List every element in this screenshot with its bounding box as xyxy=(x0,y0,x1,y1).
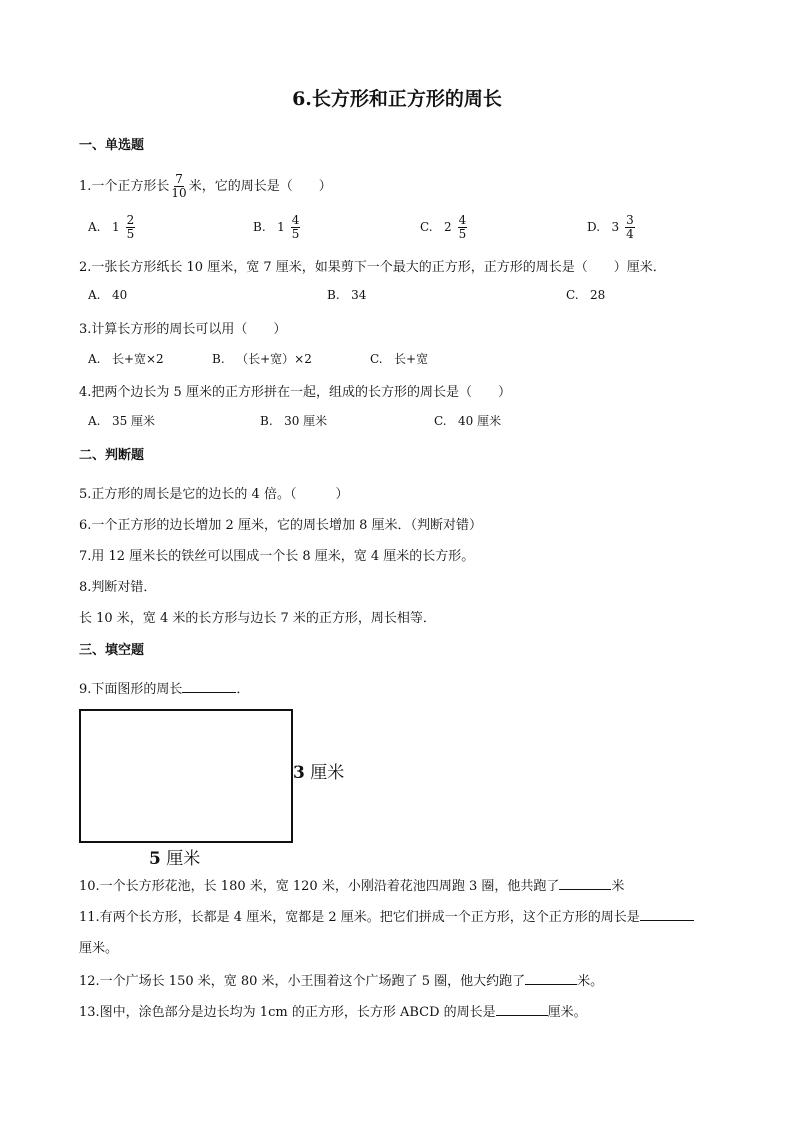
rectangle-figure xyxy=(79,709,293,843)
question-1-suffix: 米，它的周长是（ ） xyxy=(188,179,332,194)
height-label: 3 厘米 xyxy=(293,763,345,783)
question-6: 6.一个正方形的边长增加 2 厘米，它的周长增加 8 厘米．（判断对错） xyxy=(79,518,482,533)
q3-option-c[interactable]: C. 长+宽 xyxy=(370,352,429,366)
answer-blank[interactable] xyxy=(496,1003,548,1016)
answer-blank[interactable] xyxy=(525,972,577,985)
question-13: 13.图中，涂色部分是边长均为 1cm 的正方形，长方形 ABCD 的周长是 厘米。 xyxy=(79,1005,587,1020)
question-12: 12.一个广场长 150 米，宽 80 米，小王围着这个广场跑了 5 圈，他大约跑了 米。 xyxy=(79,974,604,989)
question-11-unit: 厘米。 xyxy=(79,941,119,956)
q1-option-d[interactable]: D. 3 $\frac{3}{4}$ xyxy=(587,213,634,241)
q2-option-a[interactable]: A. 40 xyxy=(88,288,128,302)
question-10: 10.一个长方形花池，长 180 米，宽 120 米，小刚沿着花池四周跑 3 圈，他共跑了 米 xyxy=(79,879,625,894)
question-1 xyxy=(79,173,332,200)
width-label: 5 厘米 xyxy=(149,849,201,869)
q4-option-b[interactable]: B. 30 厘米 xyxy=(260,414,328,428)
section-heading-single-choice: 一、单选题 xyxy=(79,138,145,153)
q3-option-b[interactable]: B. （长+宽）×2 xyxy=(212,352,312,366)
q4-option-c[interactable]: C. 40 厘米 xyxy=(434,414,502,428)
q3-option-a[interactable]: A. 长+宽×2 xyxy=(88,352,164,366)
q2-option-c[interactable]: C. 28 xyxy=(566,288,606,302)
question-5: 5.正方形的周长是它的边长的 4 倍。（ ） xyxy=(79,487,349,502)
fraction: $\frac{2}{5}$ xyxy=(126,213,135,241)
answer-blank[interactable] xyxy=(640,908,694,921)
q1-option-a[interactable]: A. 1 $\frac{2}{5}$ xyxy=(88,213,135,241)
q1-option-c[interactable]: C. 2 $\frac{4}{5}$ xyxy=(420,213,467,241)
question-9: 9.下面图形的周长 ． xyxy=(79,682,250,697)
question-4: 4.把两个边长为 5 厘米的正方形拼在一起，组成的长方形的周长是（ ） xyxy=(79,385,511,400)
page-title: 6.长方形和正方形的周长 xyxy=(292,88,502,110)
question-8-statement: 长 10 米，宽 4 米的长方形与边长 7 米的正方形，周长相等． xyxy=(79,611,436,626)
question-3: 3.计算长方形的周长可以用（ ） xyxy=(79,322,287,337)
section-heading-fill-blank: 三、填空题 xyxy=(79,643,145,658)
fraction: $\frac{3}{4}$ xyxy=(626,213,634,241)
question-8: 8.判断对错． xyxy=(79,580,157,595)
fraction: $\frac{4}{5}$ xyxy=(291,213,300,241)
answer-blank[interactable] xyxy=(559,877,611,890)
fraction: $\frac{4}{5}$ xyxy=(458,213,467,241)
question-7: 7.用 12 厘米长的铁丝可以围成一个长 8 厘米，宽 4 厘米的长方形。 xyxy=(79,549,475,564)
section-heading-true-false: 二、判断题 xyxy=(79,448,145,463)
q1-option-b[interactable]: B. 1 $\frac{4}{5}$ xyxy=(253,213,300,241)
q2-option-b[interactable]: B. 34 xyxy=(327,288,367,302)
answer-blank[interactable] xyxy=(182,680,236,693)
q4-option-a[interactable]: A. 35 厘米 xyxy=(88,414,156,428)
question-11: 11.有两个长方形，长都是 4 厘米，宽都是 2 厘米。把它们拼成一个正方形，这个正方形的周长是 xyxy=(79,906,694,925)
fraction: $\frac{7}{10}$ xyxy=(171,172,187,200)
question-1-prefix: 1.一个正方形长 xyxy=(79,179,170,194)
question-2: 2.一张长方形纸长 10 厘米，宽 7 厘米，如果剪下一个最大的正方形，正方形的周长是（ ）厘米． xyxy=(79,260,666,275)
